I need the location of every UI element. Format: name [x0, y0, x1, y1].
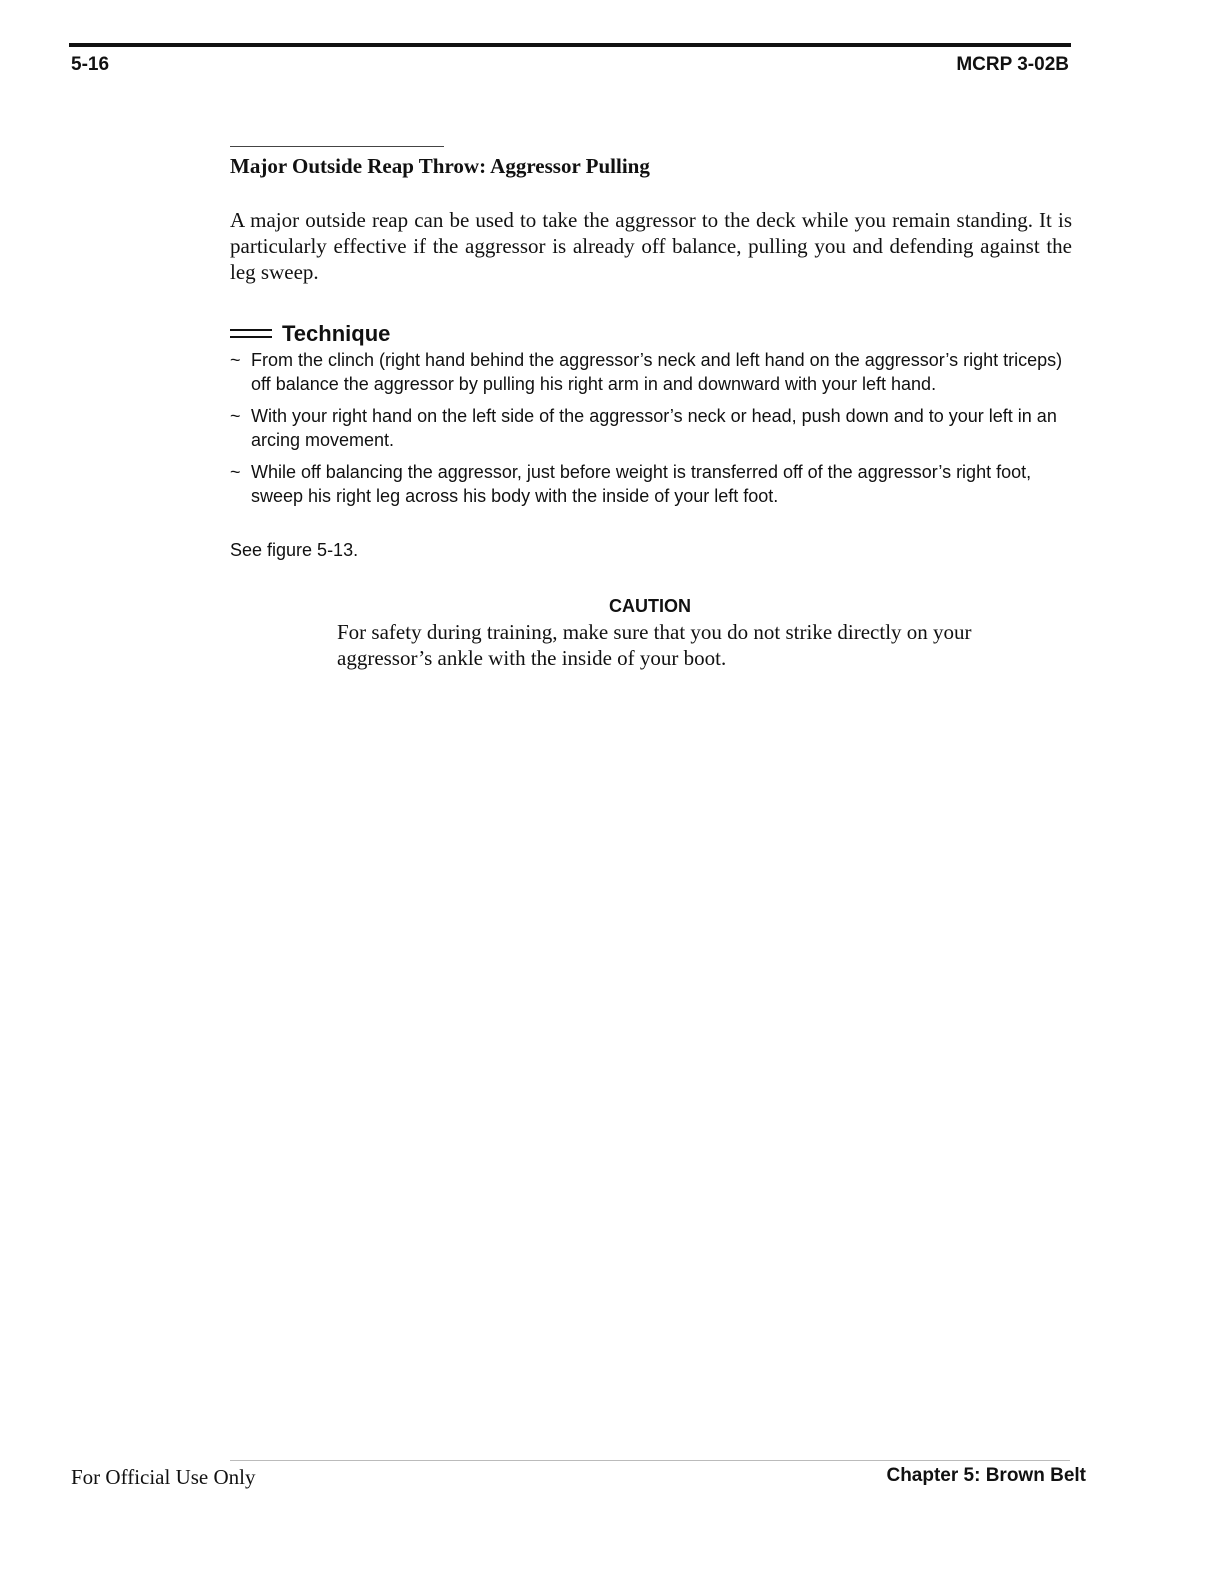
document-id: MCRP 3-02B: [956, 54, 1069, 75]
section-rule: [230, 146, 444, 147]
tilde-bullet: ~: [230, 350, 241, 370]
figure-reference: See figure 5-13.: [230, 540, 359, 560]
caution-title: CAUTION: [609, 596, 691, 616]
technique-heading: [230, 320, 390, 348]
page-number: 5-16: [71, 54, 110, 75]
intro-paragraph: A major outside reap can be used to take the aggressor to the deck while you remain standing. It is particularly effective if the aggressor is already off balance, pulling you and defending against the leg sweep.: [230, 208, 1072, 284]
footer-classification: For Official Use Only: [71, 1465, 256, 1489]
footer-chapter: Chapter 5: Brown Belt: [886, 1465, 1086, 1486]
section-title: Major Outside Reap Throw: Aggressor Pulling: [230, 154, 650, 178]
footer-rule: [230, 1460, 1070, 1461]
header-rule: [69, 43, 1071, 47]
tilde-bullet: ~: [230, 406, 241, 426]
tilde-bullet: ~: [230, 462, 241, 482]
step-text: With your right hand on the left side of the aggressor’s neck or head, push down and to your left in an arcing movement.: [251, 406, 1057, 450]
list-item: [230, 348, 1080, 396]
technique-steps: [230, 348, 1080, 516]
technique-lines-icon: [230, 327, 272, 341]
caution-text: For safety during training, make sure that you do not strike directly on your aggressor’s ankle with the inside of your boot.: [337, 620, 972, 670]
step-text: From the clinch (right hand behind the aggressor’s neck and left hand on the aggressor’s right triceps) off balance the aggressor by pulling his right arm in and downward with your left hand.: [251, 350, 1063, 394]
step-text: While off balancing the aggressor, just before weight is transferred off of the aggressor’s right foot, sweep his right leg across his body with the inside of your left foot.: [251, 462, 1032, 506]
list-item: [230, 404, 1080, 452]
list-item: [230, 460, 1080, 508]
technique-heading-label: Technique: [282, 321, 391, 346]
